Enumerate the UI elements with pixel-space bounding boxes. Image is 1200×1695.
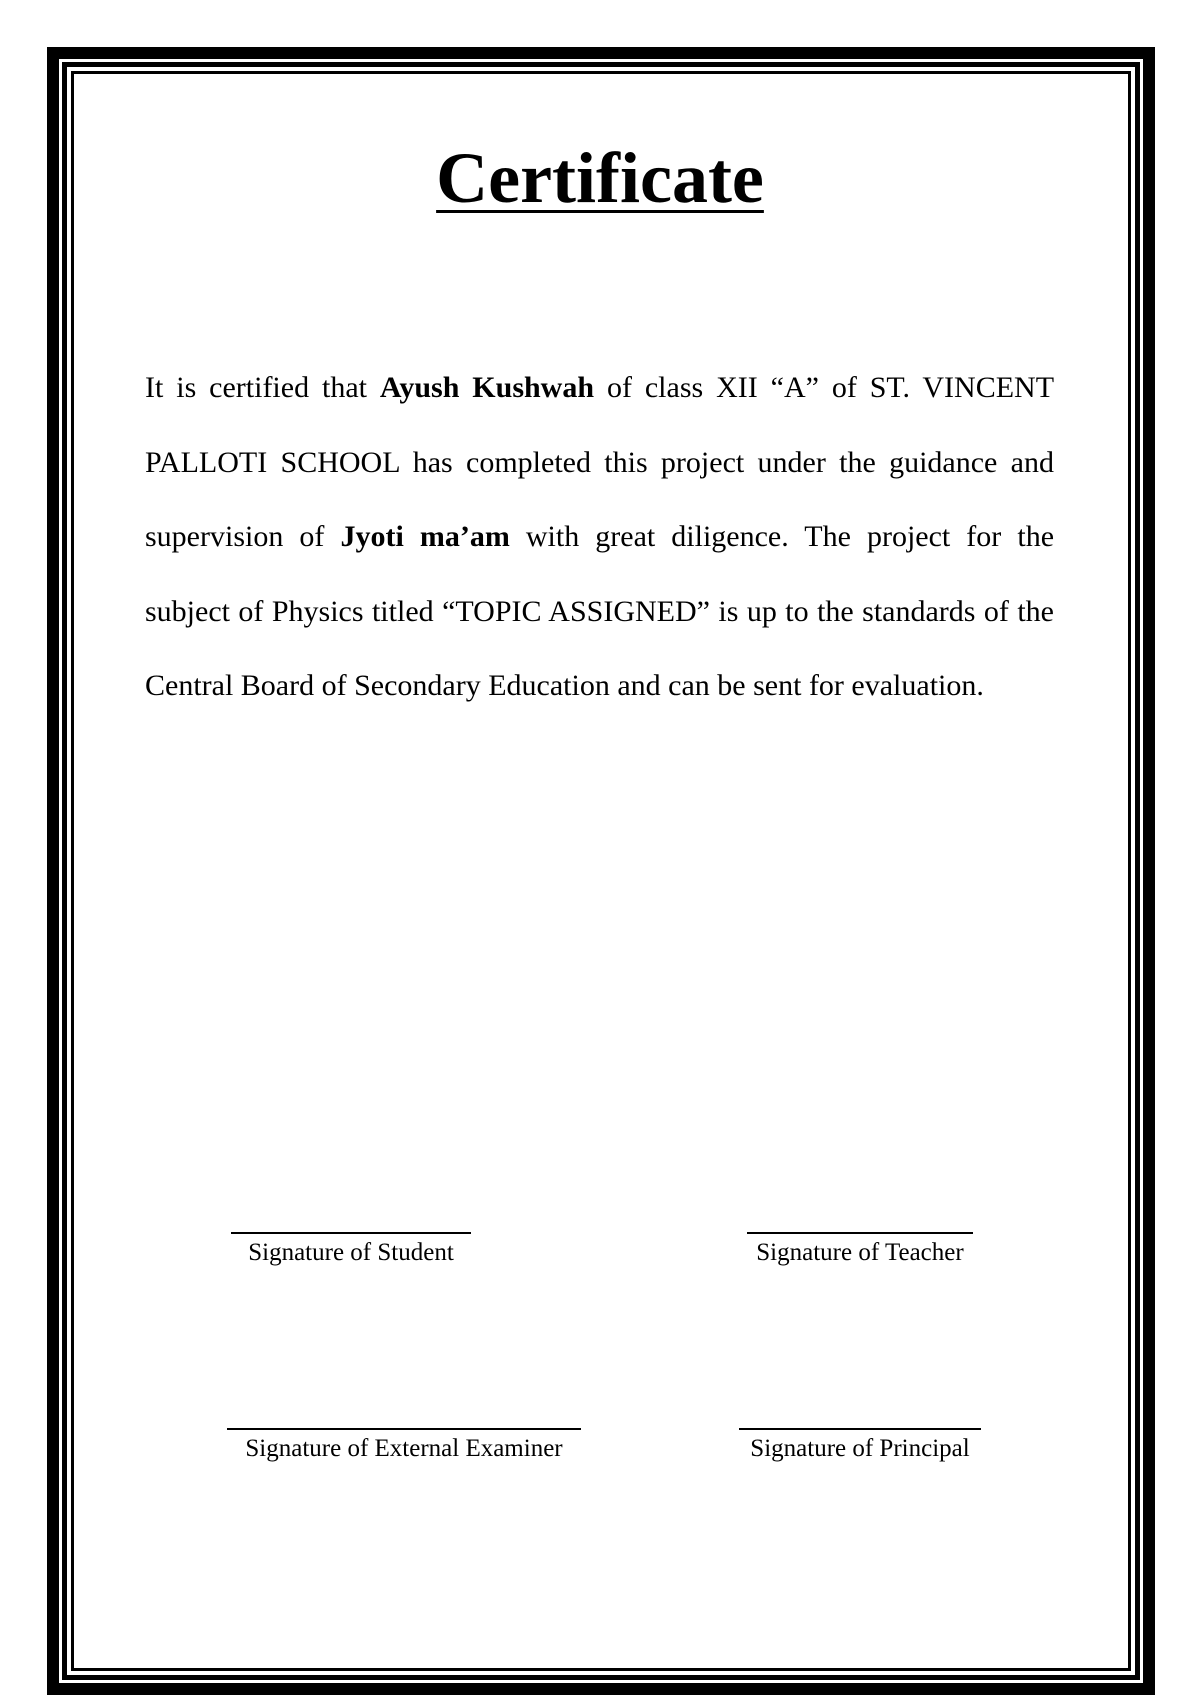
outer-border [47,47,1155,1695]
signature-label-teacher: Signature of Teacher [756,1239,964,1266]
body-class-text: of class XII “A” of ST. VINCENT PALLOTI SCHOOL has completed this project under the guidance and supervision of [145,371,1055,553]
signature-block-principal [735,1428,985,1461]
certificate-body [145,351,1054,724]
certificate-title: Certificate [436,138,764,218]
signature-block-teacher [740,1232,980,1265]
signature-label-external-examiner: Signature of External Examiner [245,1435,563,1462]
body-closing: with great diligence. The project for the subject of Physics titled “TOPIC ASSIGNED” is up to the standards of the Central Board of Secondary Education and can be sent for evaluation. [145,520,1055,702]
signature-line [227,1428,581,1430]
signature-line [747,1232,973,1234]
student-name: Ayush Kushwah [379,371,595,404]
signature-block-student [228,1232,474,1265]
signature-label-principal: Signature of Principal [750,1435,970,1462]
signature-block-external-examiner [222,1428,586,1461]
body-intro: It is certified that [145,371,367,404]
signature-line [231,1232,471,1234]
signature-label-student: Signature of Student [248,1239,454,1266]
signature-line [739,1428,981,1430]
guide-name: Jyoti ma’am [340,520,510,553]
